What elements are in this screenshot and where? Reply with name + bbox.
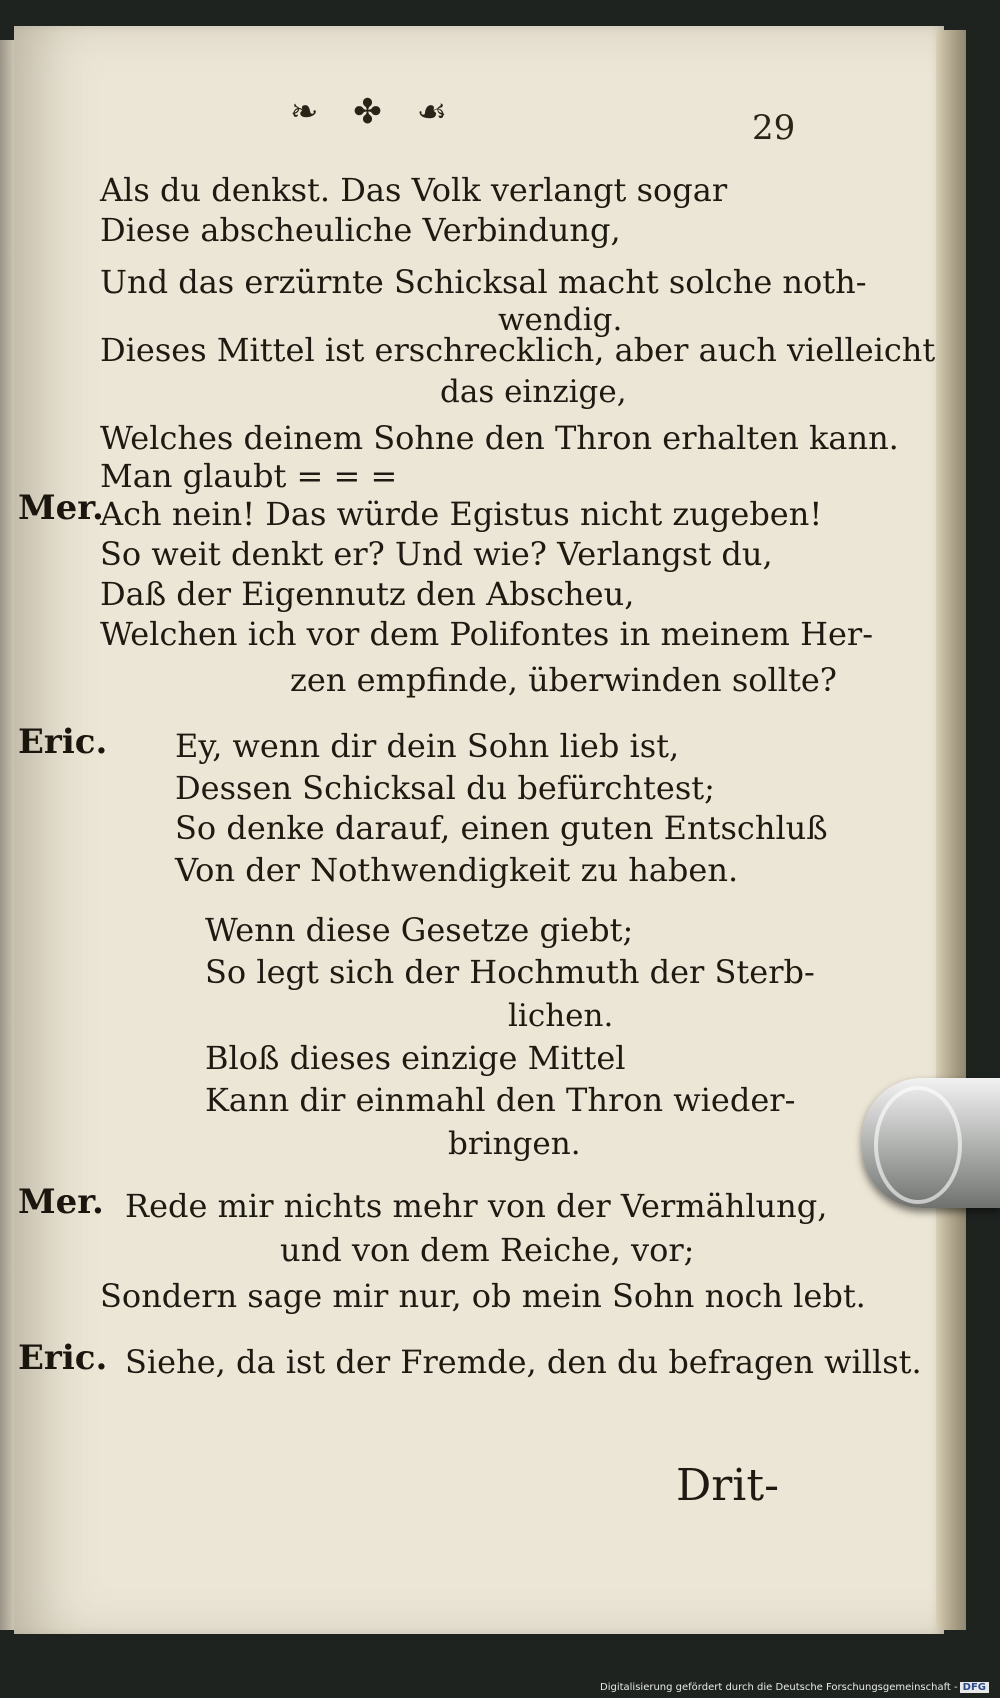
digitization-credit <box>600 1682 989 1693</box>
text-line: Bloß dieses einzige Mittel <box>205 1039 626 1077</box>
text-line: So denke darauf, einen guten Entschluß <box>175 809 828 847</box>
text-line: So weit denkt er? Und wie? Verlangst du, <box>100 535 773 573</box>
speaker-label: Eric. <box>18 1338 108 1378</box>
text-line: bringen. <box>448 1126 581 1162</box>
text-line: zen empfinde, überwinden sollte? <box>290 661 837 699</box>
text-line: Kann dir einmahl den Thron wieder- <box>205 1081 796 1119</box>
text-line: wendig. <box>498 302 623 338</box>
text-line: Welches deinem Sohne den Thron erhalten kann. <box>100 419 899 457</box>
text-line: und von dem Reiche, vor; <box>280 1231 695 1269</box>
book-clip-highlight <box>874 1086 962 1204</box>
text-line: das einzige, <box>440 374 627 410</box>
text-line: Ey, wenn dir dein Sohn lieb ist, <box>175 727 680 765</box>
text-line: Ach nein! Das würde Egistus nicht zugeben! <box>100 495 823 533</box>
text-line: Sondern sage mir nur, ob mein Sohn noch lebt. <box>100 1277 866 1315</box>
page-fore-edge <box>936 30 966 1630</box>
credit-text: Digitalisierung gefördert durch die Deutsche Forschungsgemeinschaft - <box>600 1682 958 1693</box>
text-line: Man glaubt = = = <box>100 457 398 495</box>
dfg-logo: DFG <box>960 1682 989 1693</box>
text-line: Dieses Mittel ist erschrecklich, aber auch vielleicht <box>100 331 936 369</box>
speaker-label: Mer. <box>18 1182 104 1222</box>
text-line: Und das erzürnte Schicksal macht solche noth- <box>100 263 867 301</box>
text-line: Von der Nothwendigkeit zu haben. <box>175 851 739 889</box>
catchword: Drit- <box>676 1460 779 1511</box>
text-line: Als du denkst. Das Volk verlangt sogar <box>100 171 728 209</box>
text-line: Diese abscheuliche Verbindung, <box>100 211 621 249</box>
text-line: Daß der Eigennutz den Abscheu, <box>100 575 635 613</box>
page-ornament: ❧ ✤ ☙ <box>290 92 460 132</box>
text-line: Wenn diese Gesetze giebt; <box>205 911 634 949</box>
text-line: So legt sich der Hochmuth der Sterb- <box>205 953 815 991</box>
text-line: Rede mir nichts mehr von der Vermählung, <box>125 1187 828 1225</box>
page-number: 29 <box>752 108 796 148</box>
text-line: Welchen ich vor dem Polifontes in meinem Her- <box>100 615 874 653</box>
speaker-label: Mer. <box>18 488 104 528</box>
speaker-label: Eric. <box>18 722 108 762</box>
text-line: lichen. <box>508 998 614 1034</box>
text-line: Siehe, da ist der Fremde, den du befragen willst. <box>125 1343 922 1381</box>
text-line: Dessen Schicksal du befürchtest; <box>175 769 715 807</box>
